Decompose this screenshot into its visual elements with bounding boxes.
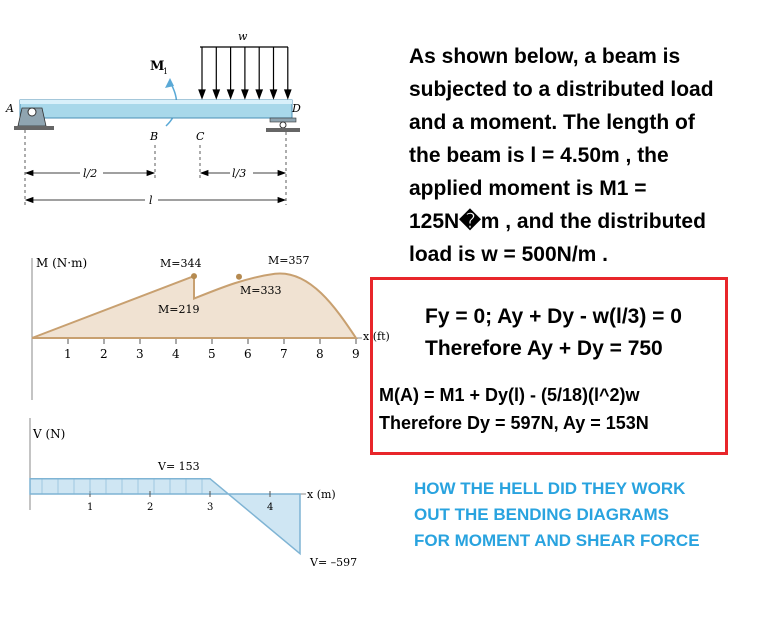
shear-tick-label: 2 <box>147 502 154 513</box>
question-line: 125N�m , and the distributed <box>409 210 706 233</box>
shear-tick-label: 1 <box>87 502 94 513</box>
dim-full: l <box>149 194 153 207</box>
answer-line-1: Fy = 0; Ay + Dy - w(l/3) = 0 <box>425 305 682 328</box>
moment-label-local: M=333 <box>240 284 282 297</box>
label-C: C <box>196 130 205 143</box>
moment-label-peak1: M=344 <box>160 257 202 270</box>
load-arrowhead-icon <box>199 90 205 98</box>
load-arrowhead-icon <box>213 90 219 98</box>
label-D: D <box>292 102 301 115</box>
moment-tick-label: 6 <box>244 347 252 361</box>
moment-diagram <box>32 254 390 400</box>
shear-label-neg: V= –597 <box>310 556 358 569</box>
moment-tick-label: 9 <box>352 347 360 361</box>
moment-ticks <box>64 338 360 361</box>
moment-ylabel: M (N·m) <box>36 256 88 270</box>
moment-tick-label: 8 <box>316 347 324 361</box>
roller-support-D <box>266 118 300 132</box>
moment-xlabel: x (ft) <box>363 330 390 343</box>
dim-third: l/3 <box>232 167 247 180</box>
distributed-load <box>199 47 291 98</box>
shear-label-pos: V= 153 <box>158 460 200 473</box>
question-line: As shown below, a beam is <box>409 45 681 68</box>
answer-line-4: Therefore Dy = 597N, Ay = 153N <box>379 413 649 433</box>
question-line: the beam is l = 4.50m , the <box>409 144 669 167</box>
load-arrowhead-icon <box>285 90 291 98</box>
shear-tick-label: 4 <box>267 502 274 513</box>
load-arrowhead-icon <box>271 90 277 98</box>
moment-tick-label: 3 <box>136 347 144 361</box>
question-line: and a moment. The length of <box>409 111 695 134</box>
beam-highlight <box>20 100 292 104</box>
moment-label: M <box>150 59 165 74</box>
answer-line-3: M(A) = M1 + Dy(l) - (5/18)(l^2)w <box>379 385 640 405</box>
answer-box <box>370 277 728 455</box>
moment-label-dip: M=219 <box>158 303 200 316</box>
shear-ylabel: V (N) <box>33 427 66 441</box>
load-arrowhead-icon <box>256 90 262 98</box>
moment-label-peak2: M=357 <box>268 254 310 267</box>
moment-label-sub: 1 <box>163 67 169 76</box>
shear-xlabel: x (m) <box>307 488 336 501</box>
beam-diagram <box>5 30 301 207</box>
complaint-line: FOR MOMENT AND SHEAR FORCE <box>414 531 700 550</box>
shear-diagram <box>30 418 357 569</box>
complaint-text <box>414 476 700 554</box>
question-text <box>409 40 769 271</box>
dim-half: l/2 <box>83 167 98 180</box>
load-arrows <box>199 47 291 98</box>
moment-tick-label: 5 <box>208 347 216 361</box>
load-label-w: w <box>238 30 248 43</box>
question-line: subjected to a distributed load <box>409 78 714 101</box>
answer-line-2: Therefore Ay + Dy = 750 <box>425 337 663 360</box>
moment-tick-label: 4 <box>172 347 180 361</box>
complaint-line: OUT THE BENDING DIAGRAMS <box>414 505 669 524</box>
load-arrowhead-icon <box>228 90 234 98</box>
question-line: load is w = 500N/m . <box>409 243 608 266</box>
question-line: applied moment is M1 = <box>409 177 647 200</box>
shear-curve <box>30 479 300 554</box>
moment-dot-local <box>236 274 242 280</box>
moment-tick-label: 7 <box>280 347 288 361</box>
complaint-line: HOW THE HELL DID THEY WORK <box>414 479 686 498</box>
load-arrowhead-icon <box>242 90 248 98</box>
label-B: B <box>150 130 159 143</box>
moment-tick-label: 1 <box>64 347 72 361</box>
shear-tick-label: 3 <box>207 502 214 513</box>
moment-tick-label: 2 <box>100 347 108 361</box>
label-A: A <box>6 102 14 115</box>
moment-dot-peak1 <box>191 273 197 279</box>
